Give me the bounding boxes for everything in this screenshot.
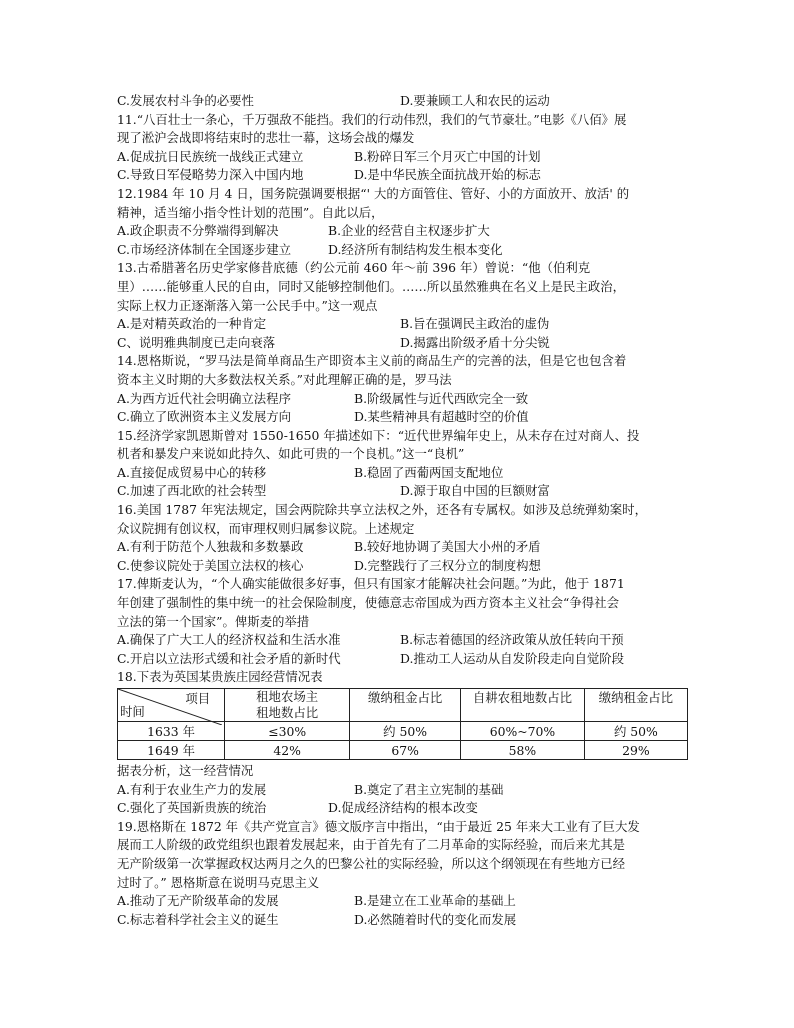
- q16-option-d[interactable]: D.完整践行了三权分立的制度构想: [354, 557, 541, 573]
- table-header-row: [118, 689, 688, 722]
- q19-stem-line-1: 19.恩格斯在 1872 年《共产党宣言》德文版序言中指出，“由于最近 25 年来大工业有了巨大发: [117, 818, 640, 834]
- q18-option-c[interactable]: C.强化了英国新贵族的统治: [117, 800, 267, 816]
- q16-stem-line-2: 众议院拥有创议权，而审理权则归属参议院。上述规定: [117, 520, 415, 536]
- q16-options-ab: [117, 538, 687, 557]
- table-cell: 约 50%: [350, 722, 461, 741]
- q12-option-c[interactable]: C.市场经济体制在全国逐步建立: [117, 241, 292, 257]
- q10-options-cd: [117, 92, 687, 111]
- table-cell: 29%: [584, 741, 687, 760]
- q17-stem-line-1: 17.俾斯麦认为，“个人确实能做很多好事，但只有国家才能解决社会问题。”为此，他于 1871: [117, 576, 625, 592]
- q10-option-d[interactable]: D.要兼顾工人和农民的运动: [400, 93, 550, 108]
- q14-option-a[interactable]: A.为西方近代社会明确立法程序: [117, 390, 291, 406]
- q13-option-c[interactable]: C、说明雅典制度已走向衰落: [117, 334, 276, 350]
- q18-stem-line-1: 18.下表为英国某贵族庄园经营情况表: [117, 669, 323, 685]
- table-header-cell: 租地农场主 租地数占比: [225, 689, 350, 722]
- q12-option-a[interactable]: A.政企职责不分弊端得到解决: [117, 223, 279, 239]
- q12-stem-line-1: 12.1984 年 10 月 4 日，国务院强调要根据“' 大的方面管住、管好、小的方面放开、放活' 的: [117, 185, 630, 201]
- q13-stem-line-1: 13.古希腊著名历史学家修昔底德（约公元前 460 年～前 396 年）曾说：“他（伯利克: [117, 260, 591, 276]
- table-cell: 42%: [225, 741, 350, 760]
- q19-options-cd: [117, 911, 687, 930]
- q17-options-cd: [117, 650, 687, 669]
- q19-stem-line-3: 无产阶级第一次掌握政权达两月之久的巴黎公社的实际经验，所以这个纲领现在有些地方已经: [117, 855, 626, 871]
- q16-options-cd: [117, 557, 687, 576]
- q19-option-c[interactable]: C.标志着科学社会主义的诞生: [117, 911, 279, 927]
- manor-operation-table: [117, 688, 688, 760]
- q14-stem-line-1: 14.恩格斯说，“罗马法是简单商品生产即资本主义前的商品生产的完善的法，但是它也包含着: [117, 353, 627, 369]
- q16-option-b[interactable]: B.较好地协调了美国大小州的矛盾: [354, 539, 541, 555]
- q13-stem-line-3: 实际上权力正逐渐落入第一公民手中。”这一观点: [117, 297, 378, 313]
- q13-options-cd: [117, 334, 687, 353]
- q18-option-a[interactable]: A.有利于农业生产力的发展: [117, 781, 267, 797]
- table-cell: 约 50%: [584, 722, 687, 741]
- q18-options-ab: [117, 781, 687, 800]
- q11-options-cd: [117, 166, 687, 185]
- table-cell: 1649 年: [118, 741, 225, 760]
- q15-stem-line-2: 机者和暴发户来说如此持久、如此可贵的一个良机。”这一“良机”: [117, 446, 465, 462]
- q18-stem-after-table: 据表分析，这一经营情况: [117, 763, 254, 778]
- q11-option-a[interactable]: A.促成抗日民族统一战线正式建立: [117, 148, 304, 164]
- table-header-cell: 缴纳租金占比: [350, 689, 461, 722]
- table-cell: 67%: [350, 741, 461, 760]
- corner-label-item: 项目: [185, 691, 211, 706]
- q18-option-b[interactable]: B.奠定了君主立宪制的基础: [354, 781, 504, 797]
- q12-options-cd: [117, 241, 687, 260]
- table-row: [118, 741, 688, 760]
- q12-option-b[interactable]: B.企业的经营自主权逐步扩大: [328, 223, 490, 239]
- q12-stem-line-2: 精神，适当缩小指令性计划的范围”。自此以后，: [117, 204, 384, 220]
- q13-option-a[interactable]: A.是对精英政治的一种肯定: [117, 316, 267, 332]
- q18-options-cd: [117, 799, 687, 818]
- q18-option-d[interactable]: D.促成经济结构的根本改变: [328, 800, 478, 816]
- q13-stem-line-2: 里）……能够重人民的自由，同时又能够控制他们。……所以虽然雅典在名义上是民主政治，: [117, 278, 626, 294]
- q11-option-c[interactable]: C.导致日军侵略势力深入中国内地: [117, 167, 304, 183]
- q16-option-c[interactable]: C.使参议院处于美国立法权的核心: [117, 557, 304, 573]
- exam-page: [117, 92, 687, 929]
- q17-option-a[interactable]: A.确保了广大工人的经济权益和生活水准: [117, 632, 341, 648]
- q14-options-ab: [117, 390, 687, 409]
- q19-stem-line-2: 展而工人阶级的政党组织也跟着发展起来，由于首先有了二月革命的实际经验，而后来尤其是: [117, 837, 626, 853]
- q17-option-d[interactable]: D.推动工人运动从自发阶段走向自觉阶段: [400, 650, 625, 666]
- q19-option-b[interactable]: B.是建立在工业革命的基础上: [354, 893, 516, 909]
- q13-options-ab: [117, 315, 687, 334]
- q13-option-d[interactable]: D.揭露出阶级矛盾十分尖锐: [400, 334, 550, 350]
- q15-options-cd: [117, 482, 687, 501]
- q15-options-ab: [117, 464, 687, 483]
- q12-options-ab: [117, 222, 687, 241]
- table-header-cell: 自耕农租地数占比: [461, 689, 585, 722]
- q17-option-c[interactable]: C.开启以立法形式缓和社会矛盾的新时代: [117, 650, 341, 666]
- q15-option-c[interactable]: C.加速了西北欧的社会转型: [117, 483, 267, 499]
- q15-option-b[interactable]: B.稳固了西葡两国支配地位: [354, 464, 504, 480]
- q19-options-ab: [117, 892, 687, 911]
- q11-options-ab: [117, 148, 687, 167]
- q17-stem-line-2: 年创建了强制性的集中统一的社会保险制度，使德意志帝国成为西方资本主义社会“争得社会: [117, 595, 619, 611]
- q19-option-d[interactable]: D.必然随着时代的变化而发展: [354, 911, 517, 927]
- table-cell: 1633 年: [118, 722, 225, 741]
- q17-stem-line-3: 立法的第一个国家”。俾斯麦的举措: [117, 613, 310, 629]
- q15-stem-line-1: 15.经济学家凯恩斯曾对 1550-1650 年描述如下：“近代世界编年史上，从未存在过对商人、投: [117, 427, 640, 443]
- q15-option-a[interactable]: A.直接促成贸易中心的转移: [117, 464, 267, 480]
- q10-option-c[interactable]: C.发展农村斗争的必要性: [117, 93, 254, 108]
- table-cell: 60%~70%: [461, 722, 585, 741]
- q14-option-c[interactable]: C.确立了欧洲资本主义发展方向: [117, 409, 292, 425]
- q17-options-ab: [117, 631, 687, 650]
- q19-stem-line-4: 过时了。” 恩格斯意在说明马克思主义: [117, 874, 320, 890]
- q17-option-b[interactable]: B.标志着德国的经济政策从放任转向干预: [400, 632, 624, 648]
- q11-option-b[interactable]: B.粉碎日军三个月灭亡中国的计划: [354, 148, 541, 164]
- q14-stem-line-2: 资本主义时期的大多数法权关系。”对此理解正确的是，罗马法: [117, 371, 452, 387]
- q16-stem-line-1: 16.美国 1787 年宪法规定，国会两院除共享立法权之外，还各有专属权。如涉及总统弹劾案时，: [117, 502, 647, 518]
- q13-option-b[interactable]: B.旨在强调民主政治的虚伪: [400, 316, 550, 332]
- table-corner-cell: [118, 689, 225, 722]
- q11-stem-line-1: 11.“八百壮士一条心，千万强敌不能挡。我们的行动伟烈，我们的气节豪壮。”电影《八佰》展: [117, 111, 627, 127]
- q14-options-cd: [117, 408, 687, 427]
- q15-option-d[interactable]: D.源于取自中国的巨额财富: [400, 483, 550, 499]
- q16-option-a[interactable]: A.有利于防范个人独裁和多数暴政: [117, 539, 304, 555]
- q19-option-a[interactable]: A.推动了无产阶级革命的发展: [117, 893, 279, 909]
- q11-stem-line-2: 现了淞沪会战即将结束时的悲壮一幕，这场会战的爆发: [117, 130, 415, 146]
- q14-option-d[interactable]: D.某些精神具有超越时空的价值: [354, 409, 529, 425]
- table-cell: ≤30%: [225, 722, 350, 741]
- corner-label-time: 时间: [120, 704, 145, 719]
- q11-option-d[interactable]: D.是中华民族全面抗战开始的标志: [354, 167, 541, 183]
- table-header-cell: 缴纳租金占比: [584, 689, 687, 722]
- q12-option-d[interactable]: D.经济所有制结构发生根本变化: [328, 241, 503, 257]
- table-cell: 58%: [461, 741, 585, 760]
- q14-option-b[interactable]: B.阶级属性与近代西欧完全一致: [354, 390, 529, 406]
